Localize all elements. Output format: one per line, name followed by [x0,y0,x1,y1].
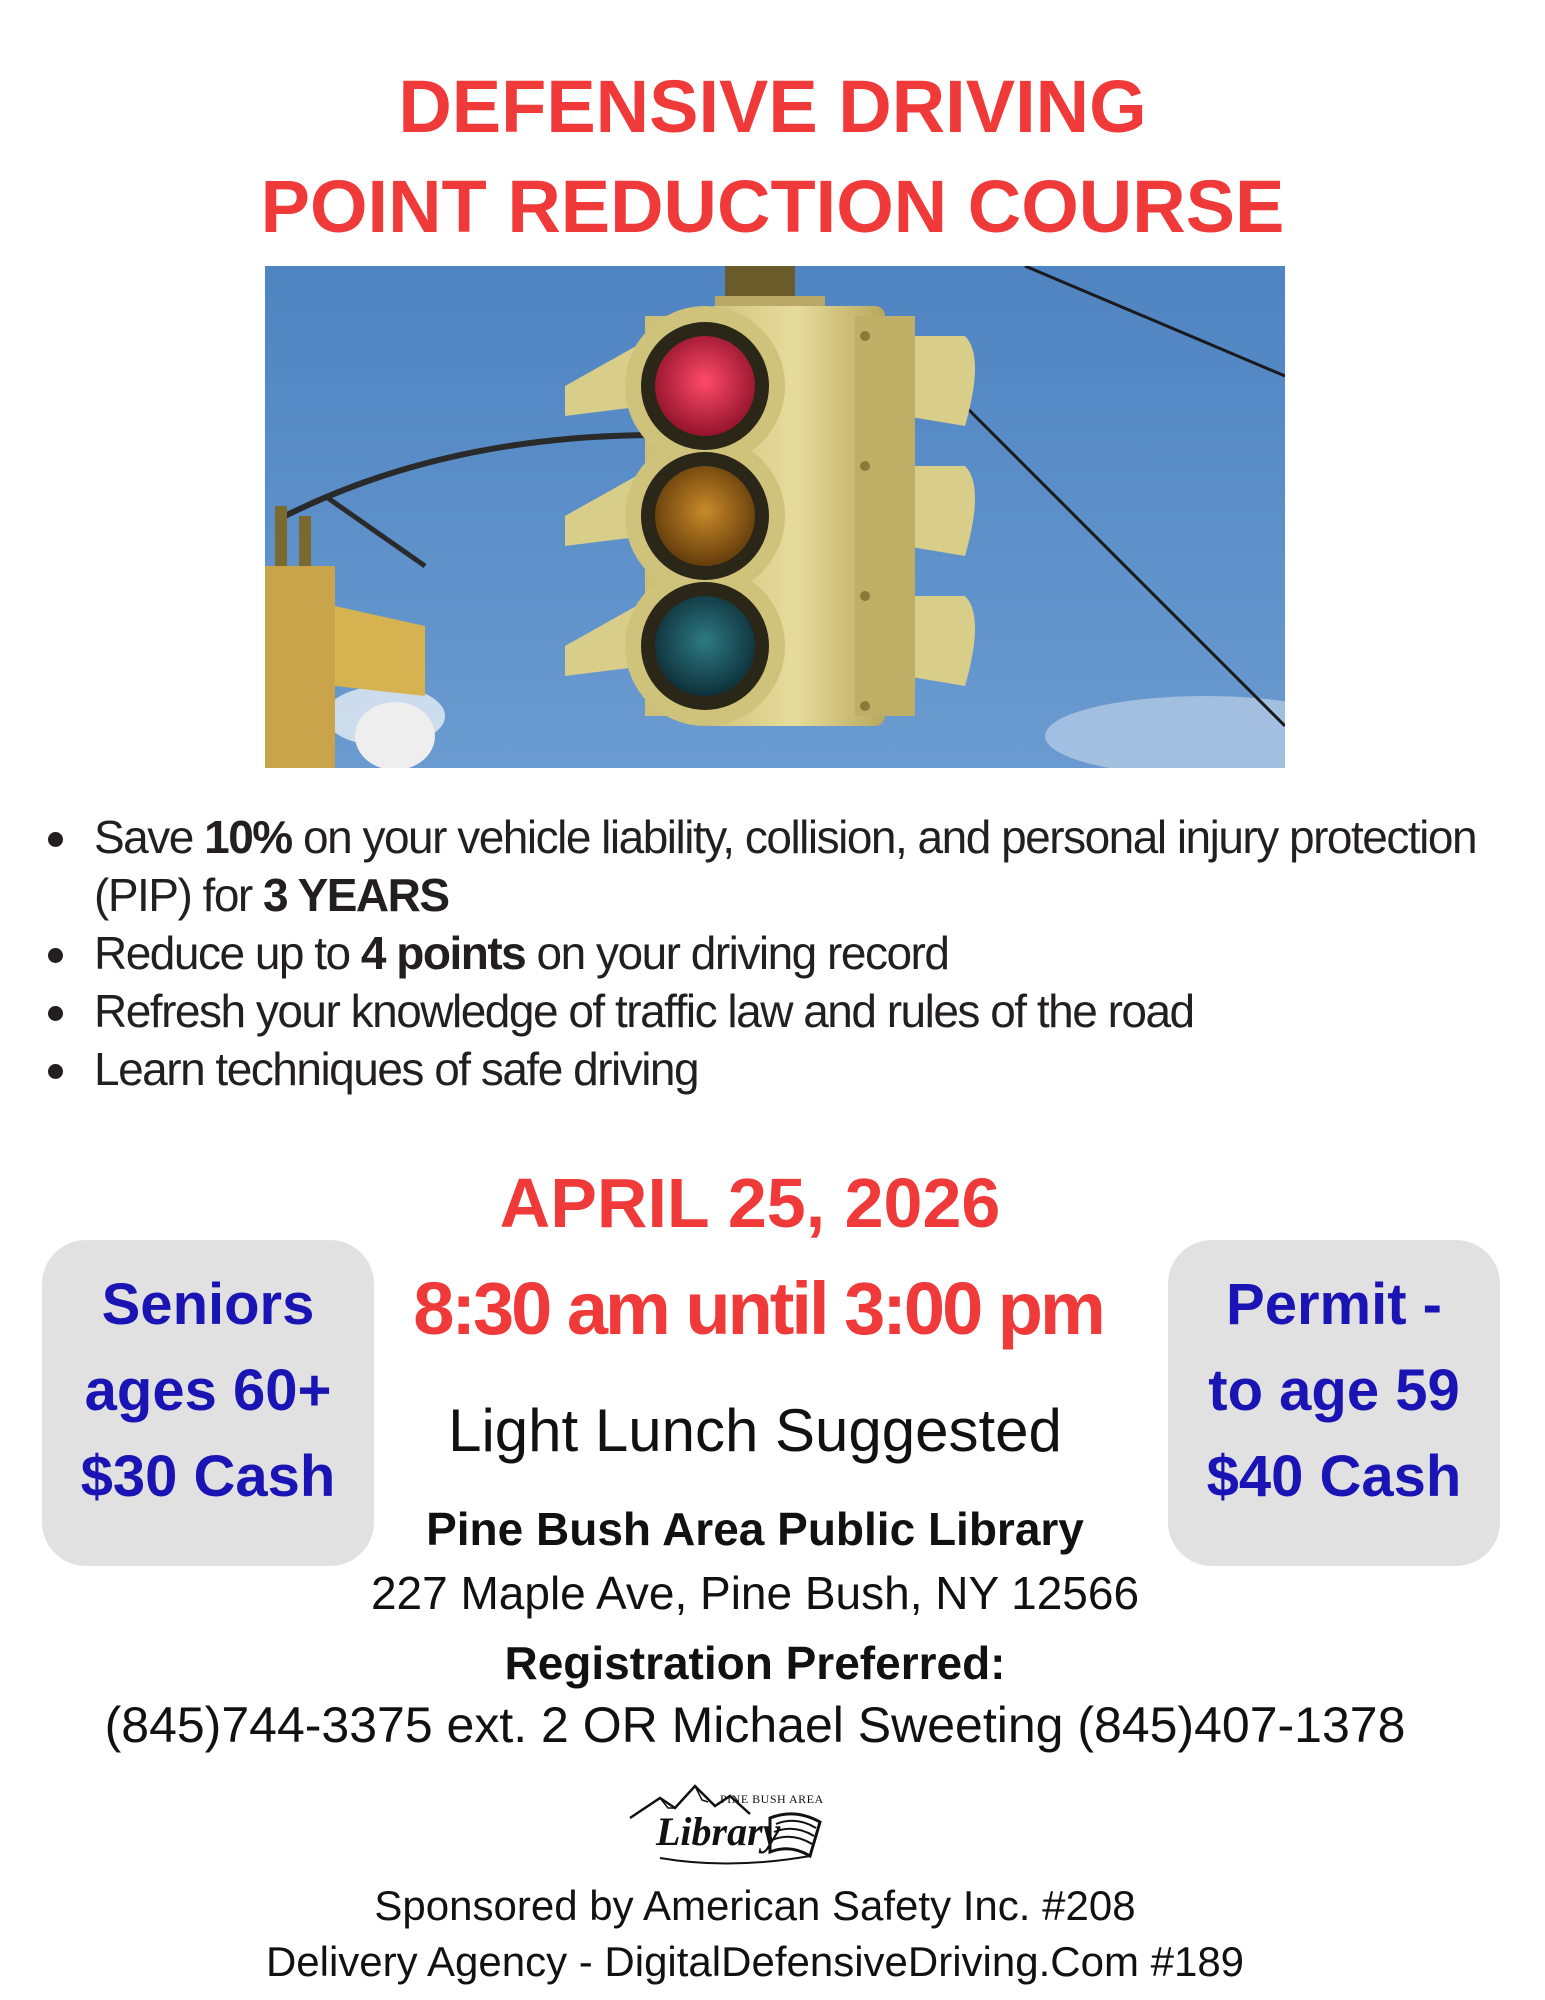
seniors-label: Seniors [101,1272,315,1337]
benefit-item-refresh: Refresh your knowledge of traffic law and rules of the road [40,982,1500,1040]
permit-price: $40 Cash [1206,1444,1462,1509]
sponsor-line: Sponsored by American Safety Inc. #208 [374,1882,1136,1929]
seniors-age: ages 60+ [84,1358,332,1423]
registration-phones: (845)744-3375 ext. 2 OR Michael Sweeting (845)407-1378 [104,1697,1406,1753]
traffic-light-photo [265,266,1285,768]
logo-main-text: Library [656,1809,781,1854]
library-name: Pine Bush Area Public Library [426,1503,1084,1555]
permit-label: Permit - [1226,1272,1442,1337]
library-address: 227 Maple Ave, Pine Bush, NY 12566 [370,1567,1140,1619]
registration-label: Registration Preferred: [504,1637,1006,1689]
seniors-price: $30 Cash [80,1444,336,1509]
event-time: 8:30 am until 3:00 pm [413,1267,1103,1350]
delivery-line: Delivery Agency - DigitalDefensiveDriving.Com #189 [265,1938,1245,1985]
benefits-list [40,808,1500,1098]
logo-small-text: PINE BUSH AREA [720,1792,824,1806]
benefit-item-points: Reduce up to 4 points on your driving record [40,924,1500,982]
lunch-note: Light Lunch Suggested [448,1397,1062,1464]
library-logo [620,1778,860,1878]
permit-age: to age 59 [1208,1358,1460,1423]
title-line-1: DEFENSIVE DRIVING [398,65,1147,148]
title-line-2: POINT REDUCTION COURSE [260,165,1285,248]
event-date: APRIL 25, 2026 [499,1164,1001,1242]
benefit-item-discount: Save 10% on your vehicle liability, collision, and personal injury protection (PIP) for 3 YEARS [40,808,1500,924]
benefit-item-safe-driving: Learn techniques of safe driving [40,1040,1500,1098]
